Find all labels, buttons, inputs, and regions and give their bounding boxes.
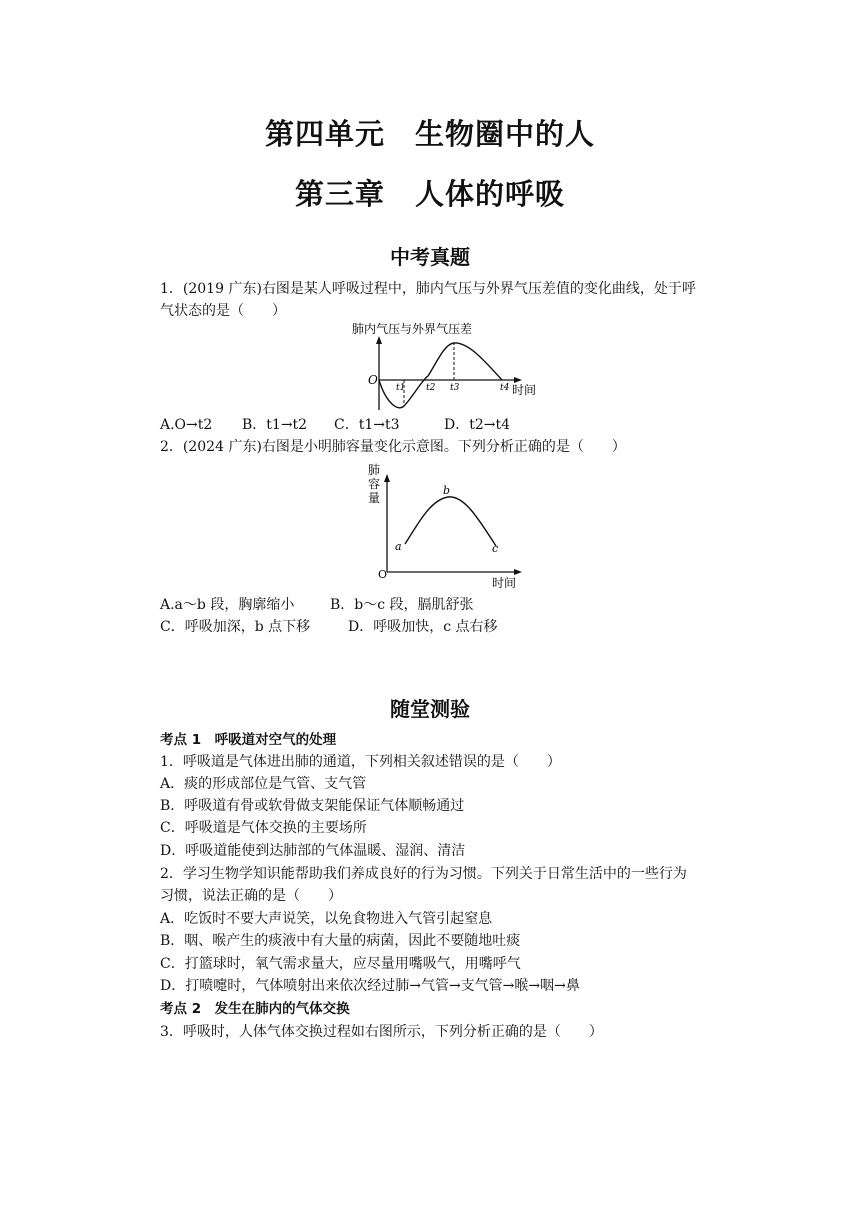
q2-option-b: B．b～c 段，膈肌舒张 [330,597,474,613]
lung-chart-xlabel: 时间 [492,576,517,590]
pressure-tick-t1: t1 [396,383,406,393]
q2-option-c: C．呼吸加深，b 点下移 [160,619,311,635]
q3-option-d: D．呼吸道能使到达肺部的气体温暖、湿润、清洁 [160,843,466,859]
pressure-curve [379,343,502,408]
chapter-title: 第三章 人体的呼吸 [294,177,565,211]
pressure-chart-origin: O [368,373,378,387]
pressure-chart-xlabel: 时间 [512,383,537,397]
pressure-tick-t3: t3 [450,383,460,393]
q4-option-d: D．打喷嚏时，气体喷射出来依次经过肺→气管→支气管→喉→咽→鼻 [160,978,580,994]
knowledge-point-2: 考点 2 发生在肺内的气体交换 [160,1001,350,1017]
knowledge-point-1: 考点 1 呼吸道对空气的处理 [160,732,337,748]
lung-volume-chart [360,460,530,590]
unit-title: 第四单元 生物圈中的人 [264,117,595,151]
q4-stem-line2: 习惯，说法正确的是（ ） [160,888,342,904]
q4-stem-line1: 2．学习生物学知识能帮助我们养成良好的行为习惯。下列关于日常生活中的一些行为 [160,866,687,882]
q1-option-d: D．t2→t4 [444,417,511,433]
pressure-tick-t2: t2 [426,383,436,393]
q1-stem-line1: 1．(2019 广东)右图是某人呼吸过程中，肺内气压与外界气压差值的变化曲线，处于呼 [160,281,696,297]
lung-point-c: c [492,542,499,555]
section-title-quiz: 随堂测验 [390,697,470,721]
q4-option-b: B．咽、喉产生的痰液中有大量的病菌，因此不要随地吐痰 [160,933,521,949]
q2-option-a: A.a～b 段，胸廓缩小 [160,597,295,613]
lung-point-b: b [443,484,451,497]
lung-chart-origin: O [378,568,388,581]
pressure-chart-title: 肺内气压与外界气压差 [352,322,473,336]
lung-volume-curve [405,497,496,546]
q1-stem-line2: 气状态的是（ ） [160,303,286,319]
q1-option-a: A.O→t2 [160,417,213,433]
pressure-difference-chart [340,318,550,414]
q5-stem: 3．呼吸时，人体气体交换过程如右图所示，下列分析正确的是（ ） [160,1024,603,1040]
q1-option-c: C．t1→t3 [334,417,400,433]
q2-stem: 2．(2024 广东)右图是小明肺容量变化示意图。下列分析正确的是（ ） [160,439,626,455]
q3-option-b: B．呼吸道有骨或软骨做支架能保证气体顺畅通过 [160,798,465,814]
pressure-tick-t4: t4 [500,383,510,393]
q4-option-a: A．吃饭时不要大声说笑，以免食物进入气管引起窒息 [160,911,493,927]
q3-option-a: A．痰的形成部位是气管、支气管 [160,776,367,792]
lung-chart-ylabel: 肺 容 量 [368,463,381,505]
q3-option-c: C．呼吸道是气体交换的主要场所 [160,820,367,836]
q2-option-d: D．呼吸加快，c 点右移 [348,619,498,635]
q4-option-c: C．打篮球时，氧气需求量大，应尽量用嘴吸气，用嘴呼气 [160,956,521,972]
lung-point-a: a [395,540,402,553]
q3-stem: 1．呼吸道是气体进出肺的通道，下列相关叙述错误的是（ ） [160,754,561,770]
q1-option-b: B．t1→t2 [242,417,308,433]
section-title-exam: 中考真题 [390,245,470,269]
